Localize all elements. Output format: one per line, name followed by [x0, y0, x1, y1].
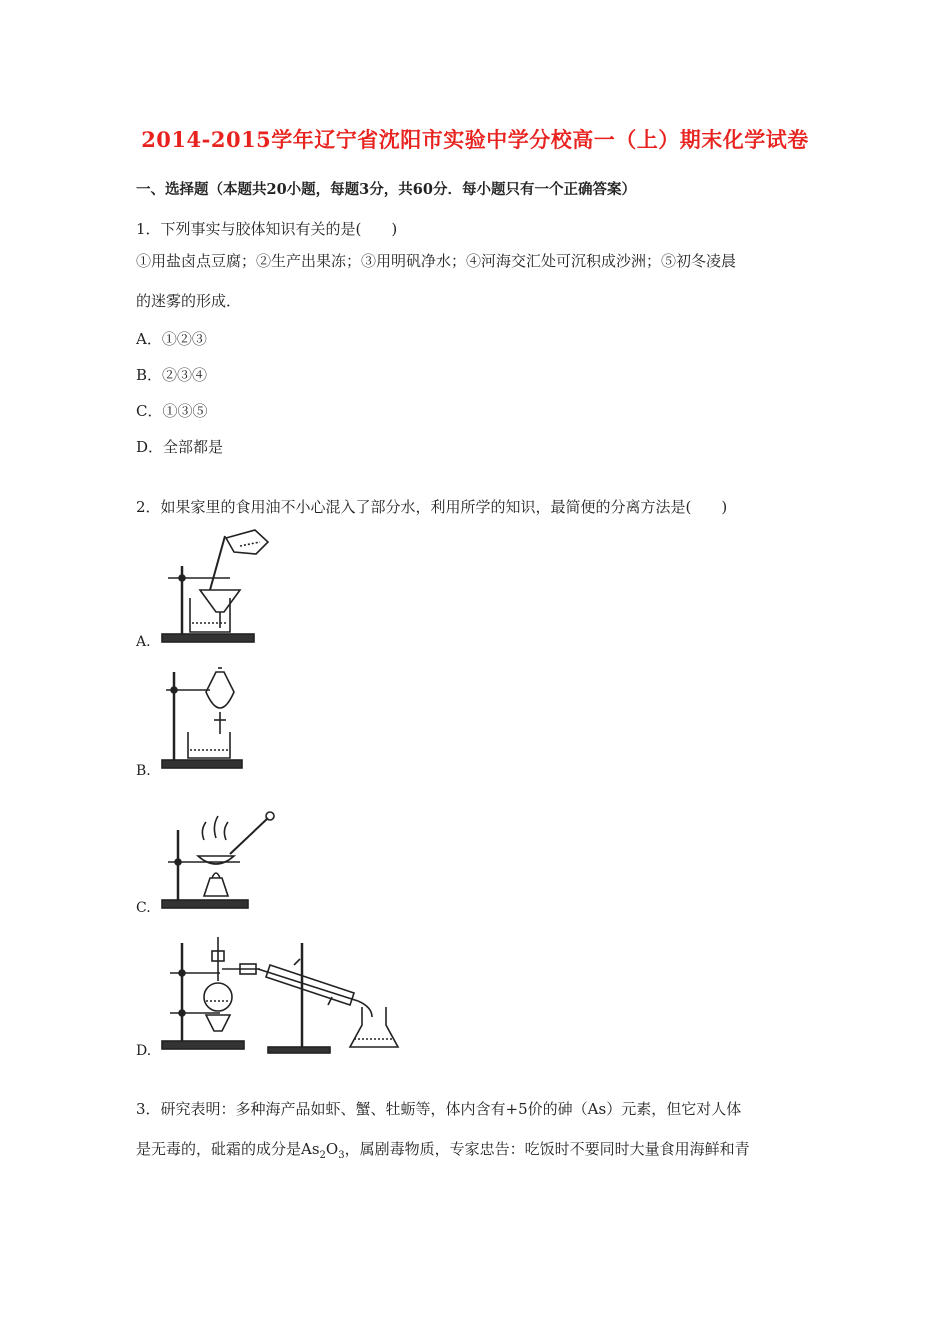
question-3-text-b: O [325, 1140, 339, 1158]
question-3-text-c: ，属剧毒物质，专家忠告：吃饭时不要同时大量食用海鲜和青 [344, 1140, 750, 1158]
question-3-text-a: 是无毒的，砒霜的成分是As [136, 1140, 320, 1158]
question-2-option-a-label: A. [136, 634, 151, 650]
question-2-option-c-label: C. [136, 900, 151, 916]
page-title: 2014-2015学年辽宁省沈阳市实验中学分校高一（上）期末化学试卷 [141, 127, 809, 152]
question-1-option-d: D．全部都是 [136, 438, 224, 456]
filtration-apparatus-figure [160, 528, 280, 648]
question-3-sub-1: 2 [319, 1150, 326, 1161]
separatory-funnel-figure [160, 664, 250, 774]
section-heading: 一、选择题（本题共20小题，每题3分，共60分．每小题只有一个正确答案） [136, 181, 636, 198]
question-1-option-a: A．①②③ [136, 330, 207, 348]
question-3-sub-2: 3 [338, 1150, 345, 1161]
question-3-stem-line2 [136, 1138, 750, 1161]
distillation-apparatus-figure [160, 935, 410, 1057]
evaporation-apparatus-figure [160, 800, 280, 915]
question-1-option-c: C．①③⑤ [136, 402, 208, 420]
question-2-option-d-label: D. [136, 1043, 152, 1059]
question-2-stem: 2．如果家里的食用油不小心混入了部分水，利用所学的知识，最简便的分离方法是( ) [136, 498, 728, 516]
question-1-option-b: B．②③④ [136, 366, 208, 384]
question-3-stem-line1: 3．研究表明：多种海产品如虾、蟹、牡蛎等，体内含有+5价的砷（As）元素，但它对人体 [136, 1100, 742, 1118]
question-1-body-line1: ①用盐卤点豆腐；②生产出果冻；③用明矾净水；④河海交汇处可沉积成沙洲；⑤初冬凌晨 [136, 252, 737, 270]
question-2-option-b-label: B. [136, 763, 151, 779]
question-1-stem: 1．下列事实与胶体知识有关的是( ) [136, 220, 398, 238]
question-1-body-line2: 的迷雾的形成． [136, 292, 242, 310]
